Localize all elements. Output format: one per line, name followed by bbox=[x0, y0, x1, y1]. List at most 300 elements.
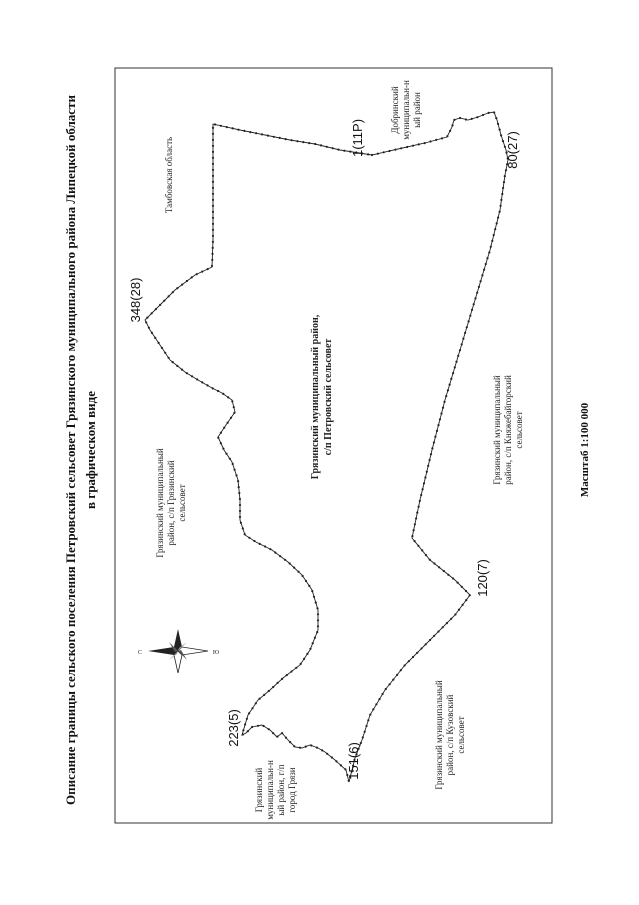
boundary-point bbox=[296, 140, 298, 142]
boundary-point bbox=[212, 157, 214, 159]
boundary-point bbox=[302, 141, 304, 143]
boundary-point bbox=[457, 582, 459, 584]
boundary-point bbox=[212, 133, 214, 135]
boundary-point bbox=[418, 506, 420, 508]
boundary-point bbox=[289, 741, 291, 743]
boundary-point bbox=[493, 234, 495, 236]
boundary-point bbox=[326, 753, 328, 755]
boundary-point bbox=[279, 137, 281, 139]
boundary-point bbox=[220, 125, 222, 127]
boundary-point bbox=[238, 492, 240, 494]
boundary-point bbox=[500, 134, 502, 136]
boundary-point bbox=[272, 686, 274, 688]
boundary-point bbox=[369, 714, 371, 716]
boundary-point bbox=[313, 596, 315, 598]
boundary-point bbox=[371, 154, 373, 156]
boundary-point bbox=[430, 453, 432, 455]
boundary-point bbox=[316, 631, 318, 633]
boundary-point bbox=[435, 139, 437, 141]
boundary-point bbox=[433, 635, 435, 637]
boundary-point bbox=[503, 181, 505, 183]
boundary-point bbox=[259, 543, 261, 545]
boundary-point bbox=[375, 703, 377, 705]
boundary-point bbox=[232, 463, 234, 465]
boundary-point bbox=[447, 574, 449, 576]
boundary-point bbox=[416, 511, 418, 513]
boundary-point bbox=[268, 728, 270, 730]
boundary-point bbox=[242, 527, 244, 529]
boundary-point bbox=[217, 390, 219, 392]
boundary-point bbox=[412, 656, 414, 658]
boundary-point bbox=[312, 642, 314, 644]
boundary-point bbox=[317, 625, 319, 627]
boundary-point bbox=[168, 295, 170, 297]
boundary-point bbox=[458, 609, 460, 611]
boundary-point bbox=[501, 193, 503, 195]
boundary-point bbox=[496, 222, 498, 224]
boundary-point bbox=[161, 347, 163, 349]
boundary-point bbox=[412, 145, 414, 147]
boundary-point bbox=[483, 269, 485, 271]
map-title-line1: Описание границы сельского поселения Петровский сельсовет Грязинского муниципального района Липецкой области bbox=[63, 95, 78, 805]
boundary-point bbox=[433, 562, 435, 564]
region-label-petrovsky: с/п Петровский сельсовет bbox=[323, 338, 334, 456]
boundary-point bbox=[309, 648, 311, 650]
boundary-point bbox=[196, 378, 198, 380]
boundary-point bbox=[300, 663, 302, 665]
region-label-gryazinsky-ss: район, с/п Грязинский bbox=[166, 460, 176, 546]
boundary-point bbox=[212, 181, 214, 183]
boundary-point bbox=[159, 304, 161, 306]
boundary-point bbox=[186, 372, 188, 374]
boundary-point bbox=[314, 143, 316, 145]
boundary-point bbox=[244, 723, 246, 725]
boundary-point bbox=[232, 127, 234, 129]
boundary-point bbox=[446, 135, 448, 137]
boundary-point bbox=[154, 337, 156, 339]
boundary-point bbox=[461, 343, 463, 345]
boundary-point bbox=[337, 149, 339, 151]
boundary-point bbox=[490, 246, 492, 248]
boundary-point bbox=[400, 669, 402, 671]
boundary-point bbox=[212, 217, 214, 219]
boundary-point bbox=[418, 143, 420, 145]
boundary-point bbox=[233, 406, 235, 408]
boundary-point bbox=[242, 729, 244, 731]
boundary-point bbox=[191, 375, 193, 377]
boundary-point bbox=[335, 760, 337, 762]
boundary-point bbox=[225, 453, 227, 455]
boundary-point bbox=[502, 140, 504, 142]
boundary-point bbox=[249, 131, 251, 133]
boundary-point bbox=[220, 442, 222, 444]
boundary-point bbox=[234, 469, 236, 471]
boundary-point bbox=[404, 664, 406, 666]
boundary-point bbox=[196, 273, 198, 275]
region-label-gryazi-town: город Грязи bbox=[287, 767, 297, 813]
boundary-point bbox=[146, 317, 148, 319]
boundary-point bbox=[222, 393, 224, 395]
boundary-point bbox=[331, 756, 333, 758]
boundary-point bbox=[447, 389, 449, 391]
boundary-point bbox=[499, 129, 501, 131]
boundary-point bbox=[413, 529, 415, 531]
boundary-point bbox=[426, 471, 428, 473]
boundary-point bbox=[443, 570, 445, 572]
boundary-point bbox=[315, 602, 317, 604]
boundary-point bbox=[285, 138, 287, 140]
boundary-point bbox=[311, 590, 313, 592]
boundary-point bbox=[388, 150, 390, 152]
boundary-point bbox=[446, 622, 448, 624]
boundary-point bbox=[212, 193, 214, 195]
boundary-point bbox=[436, 430, 438, 432]
boundary-point bbox=[259, 698, 261, 700]
boundary-point bbox=[469, 315, 471, 317]
boundary-point bbox=[326, 146, 328, 148]
boundary-point bbox=[416, 652, 418, 654]
boundary-point bbox=[488, 251, 490, 253]
boundary-point bbox=[440, 412, 442, 414]
boundary-point bbox=[299, 747, 301, 749]
boundary-point bbox=[261, 133, 263, 135]
boundary-point bbox=[473, 303, 475, 305]
point-label-223: 223(5) bbox=[226, 709, 241, 747]
boundary-point bbox=[394, 149, 396, 151]
boundary-point bbox=[253, 540, 255, 542]
boundary-point bbox=[464, 332, 466, 334]
boundary-point bbox=[452, 372, 454, 374]
boundary-point bbox=[246, 718, 248, 720]
boundary-point bbox=[382, 693, 384, 695]
boundary-point bbox=[212, 127, 214, 129]
boundary-point bbox=[186, 280, 188, 282]
boundary-point bbox=[168, 357, 170, 359]
boundary-point bbox=[481, 274, 483, 276]
boundary-point bbox=[383, 151, 385, 153]
boundary-point bbox=[212, 247, 214, 249]
boundary-point bbox=[438, 566, 440, 568]
boundary-point bbox=[255, 702, 257, 704]
boundary-point bbox=[459, 117, 461, 119]
boundary-point bbox=[497, 123, 499, 125]
compass-south-label: Ю bbox=[212, 650, 220, 656]
boundary-point bbox=[450, 618, 452, 620]
boundary-point bbox=[212, 235, 214, 237]
boundary-point bbox=[251, 726, 253, 728]
boundary-point bbox=[445, 395, 447, 397]
boundary-point bbox=[465, 599, 467, 601]
boundary-point bbox=[212, 175, 214, 177]
map-title-line2: в графическом виде bbox=[83, 391, 98, 509]
boundary-point bbox=[400, 147, 402, 149]
boundary-point bbox=[308, 585, 310, 587]
boundary-point bbox=[441, 137, 443, 139]
boundary-point bbox=[420, 494, 422, 496]
boundary-point bbox=[176, 365, 178, 367]
boundary-point bbox=[417, 545, 419, 547]
boundary-point bbox=[306, 653, 308, 655]
boundary-point bbox=[285, 737, 287, 739]
boundary-point bbox=[290, 139, 292, 141]
boundary-point bbox=[414, 540, 416, 542]
boundary-point bbox=[482, 114, 484, 116]
boundary-point bbox=[212, 187, 214, 189]
region-label-kuzovsky: район, с/п Кузовский bbox=[445, 694, 455, 776]
boundary-point bbox=[422, 488, 424, 490]
boundary-point bbox=[263, 694, 265, 696]
boundary-point bbox=[427, 465, 429, 467]
boundary-point bbox=[495, 117, 497, 119]
boundary-point bbox=[305, 746, 307, 748]
boundary-point bbox=[233, 412, 235, 414]
point-label-1: 1(11Р) bbox=[350, 118, 365, 158]
boundary-point bbox=[247, 730, 249, 732]
boundary-point bbox=[449, 130, 451, 132]
boundary-point bbox=[466, 326, 468, 328]
boundary-point bbox=[264, 545, 266, 547]
boundary-point bbox=[181, 284, 183, 286]
compass-rose-icon bbox=[138, 629, 219, 673]
boundary-point bbox=[494, 228, 496, 230]
boundary-point bbox=[212, 229, 214, 231]
boundary-point bbox=[155, 308, 157, 310]
boundary-point bbox=[163, 300, 165, 302]
boundary-point bbox=[314, 637, 316, 639]
boundary-point bbox=[293, 567, 295, 569]
boundary-point bbox=[269, 548, 271, 550]
point-label-348: 348(28) bbox=[128, 277, 143, 323]
boundary-point bbox=[378, 698, 380, 700]
boundary-point bbox=[212, 169, 214, 171]
compass-north-label: С bbox=[137, 650, 143, 656]
boundary-point bbox=[480, 280, 482, 282]
boundary-point bbox=[191, 276, 193, 278]
boundary-point bbox=[469, 594, 471, 596]
boundary-point bbox=[450, 378, 452, 380]
boundary-point bbox=[251, 707, 253, 709]
boundary-point bbox=[471, 118, 473, 120]
boundary-point bbox=[235, 474, 237, 476]
boundary-point bbox=[486, 257, 488, 259]
boundary-point bbox=[181, 369, 183, 371]
boundary-point bbox=[223, 427, 225, 429]
boundary-point bbox=[343, 150, 345, 152]
boundary-point bbox=[289, 562, 291, 564]
boundary-point bbox=[424, 142, 426, 144]
boundary-point bbox=[465, 118, 467, 120]
boundary-point bbox=[222, 448, 224, 450]
region-label-gryazi-town: Грязинский bbox=[254, 767, 264, 813]
boundary-point bbox=[281, 732, 283, 734]
point-label-151: 151(6) bbox=[346, 742, 361, 780]
boundary-point bbox=[151, 312, 153, 314]
boundary-point bbox=[493, 111, 495, 113]
boundary-point bbox=[217, 437, 219, 439]
boundary-point bbox=[302, 575, 304, 577]
boundary-point bbox=[267, 135, 269, 137]
boundary-point bbox=[316, 747, 318, 749]
region-label-dobrinsky: муниципальн-н bbox=[401, 80, 411, 140]
boundary-point bbox=[340, 764, 342, 766]
boundary-point bbox=[455, 361, 457, 363]
boundary-point bbox=[478, 286, 480, 288]
boundary-point bbox=[239, 498, 241, 500]
boundary-point bbox=[454, 613, 456, 615]
boundary-point bbox=[377, 153, 379, 155]
boundary-point bbox=[504, 175, 506, 177]
boundary-point bbox=[451, 124, 453, 126]
boundary-point bbox=[406, 146, 408, 148]
boundary-point bbox=[437, 424, 439, 426]
boundary-point bbox=[385, 688, 387, 690]
boundary-point bbox=[419, 500, 421, 502]
boundary-point bbox=[276, 736, 278, 738]
boundary-point bbox=[476, 116, 478, 118]
boundary-point bbox=[238, 486, 240, 488]
boundary-point bbox=[273, 136, 275, 138]
boundary-point bbox=[172, 361, 174, 363]
boundary-point bbox=[172, 291, 174, 293]
boundary-point bbox=[468, 320, 470, 322]
boundary-point bbox=[420, 647, 422, 649]
boundary-point bbox=[230, 417, 232, 419]
boundary-point bbox=[411, 535, 413, 537]
region-label-gryazi-town: муниципальн-н bbox=[265, 760, 275, 820]
boundary-point bbox=[364, 731, 366, 733]
boundary-point bbox=[211, 253, 213, 255]
boundary-point bbox=[421, 549, 423, 551]
boundary-point bbox=[423, 482, 425, 484]
boundary-point bbox=[491, 240, 493, 242]
boundary-point bbox=[485, 263, 487, 265]
region-label-knyazhebaigorsky: сельсовет bbox=[514, 411, 524, 449]
boundary-point bbox=[212, 199, 214, 201]
boundary-point bbox=[392, 679, 394, 681]
boundary-point bbox=[201, 271, 203, 273]
boundary-point bbox=[281, 678, 283, 680]
boundary-point bbox=[263, 725, 265, 727]
boundary-point bbox=[229, 458, 231, 460]
boundary-point bbox=[248, 537, 250, 539]
boundary-point bbox=[279, 555, 281, 557]
boundary-point bbox=[320, 144, 322, 146]
boundary-point bbox=[206, 384, 208, 386]
boundary-point bbox=[237, 129, 239, 131]
boundary-point bbox=[212, 223, 214, 225]
boundary-point bbox=[476, 292, 478, 294]
boundary-point bbox=[367, 153, 369, 155]
boundary-point bbox=[277, 682, 279, 684]
boundary-point bbox=[433, 441, 435, 443]
boundary-point bbox=[415, 517, 417, 519]
boundary-point bbox=[290, 670, 292, 672]
scale-label: Масштаб 1:100 000 bbox=[579, 402, 591, 498]
boundary-point bbox=[449, 384, 451, 386]
boundary-point bbox=[365, 725, 367, 727]
boundary-point bbox=[151, 332, 153, 334]
boundary-point bbox=[145, 321, 147, 323]
boundary-point bbox=[239, 510, 241, 512]
boundary-point bbox=[316, 607, 318, 609]
boundary-point bbox=[274, 552, 276, 554]
boundary-point bbox=[212, 145, 214, 147]
boundary-point bbox=[237, 480, 239, 482]
region-label-kuzovsky: Грязинский муниципальный bbox=[434, 680, 444, 790]
boundary-point bbox=[372, 708, 374, 710]
boundary-point bbox=[429, 459, 431, 461]
boundary-point bbox=[305, 580, 307, 582]
boundary-point bbox=[434, 436, 436, 438]
boundary-point bbox=[214, 123, 216, 125]
boundary-point bbox=[212, 241, 214, 243]
boundary-point bbox=[244, 533, 246, 535]
boundary-point bbox=[414, 523, 416, 525]
boundary-point bbox=[431, 447, 433, 449]
boundary-point bbox=[310, 744, 312, 746]
boundary-point bbox=[488, 112, 490, 114]
boundary-point bbox=[425, 643, 427, 645]
boundary-point bbox=[201, 381, 203, 383]
boundary-point bbox=[362, 736, 364, 738]
boundary-point bbox=[257, 725, 259, 727]
boundary-point bbox=[429, 140, 431, 142]
boundary-point bbox=[499, 211, 501, 213]
boundary-point bbox=[227, 396, 229, 398]
boundary-point bbox=[243, 130, 245, 132]
boundary-point bbox=[295, 667, 297, 669]
boundary-point bbox=[389, 683, 391, 685]
boundary-point bbox=[443, 401, 445, 403]
boundary-point bbox=[212, 139, 214, 141]
boundary-point bbox=[454, 366, 456, 368]
boundary-point bbox=[255, 132, 257, 134]
boundary-point bbox=[317, 613, 319, 615]
boundary-point bbox=[164, 352, 166, 354]
boundary-point bbox=[239, 504, 241, 506]
boundary-point bbox=[286, 674, 288, 676]
region-label-petrovsky: Грязинский муниципальный район, bbox=[310, 314, 321, 480]
boundary-point bbox=[429, 559, 431, 561]
region-label-gryazinsky-ss: Грязинский муниципальный bbox=[155, 448, 165, 558]
boundary-point bbox=[408, 660, 410, 662]
boundary-point bbox=[308, 142, 310, 144]
boundary-point bbox=[321, 749, 323, 751]
boundary-point bbox=[500, 199, 502, 201]
boundary-point bbox=[439, 418, 441, 420]
boundary-point bbox=[284, 559, 286, 561]
region-label-dobrinsky: ый район bbox=[412, 92, 422, 128]
boundary-point bbox=[396, 674, 398, 676]
boundary-point bbox=[293, 745, 295, 747]
boundary-point bbox=[465, 590, 467, 592]
point-label-120: 120(7) bbox=[475, 559, 490, 597]
region-label-knyazhebaigorsky: Грязинский муниципальный bbox=[492, 375, 502, 485]
boundary-point bbox=[462, 604, 464, 606]
boundary-point bbox=[452, 577, 454, 579]
boundary-point bbox=[176, 287, 178, 289]
boundary-point bbox=[317, 619, 319, 621]
boundary-point bbox=[239, 516, 241, 518]
boundary-point bbox=[502, 187, 504, 189]
boundary-point bbox=[227, 422, 229, 424]
boundary-point bbox=[429, 639, 431, 641]
boundary-point bbox=[212, 211, 214, 213]
boundary-point bbox=[437, 630, 439, 632]
boundary-point bbox=[272, 732, 274, 734]
boundary-point bbox=[231, 400, 233, 402]
boundary-point bbox=[148, 327, 150, 329]
